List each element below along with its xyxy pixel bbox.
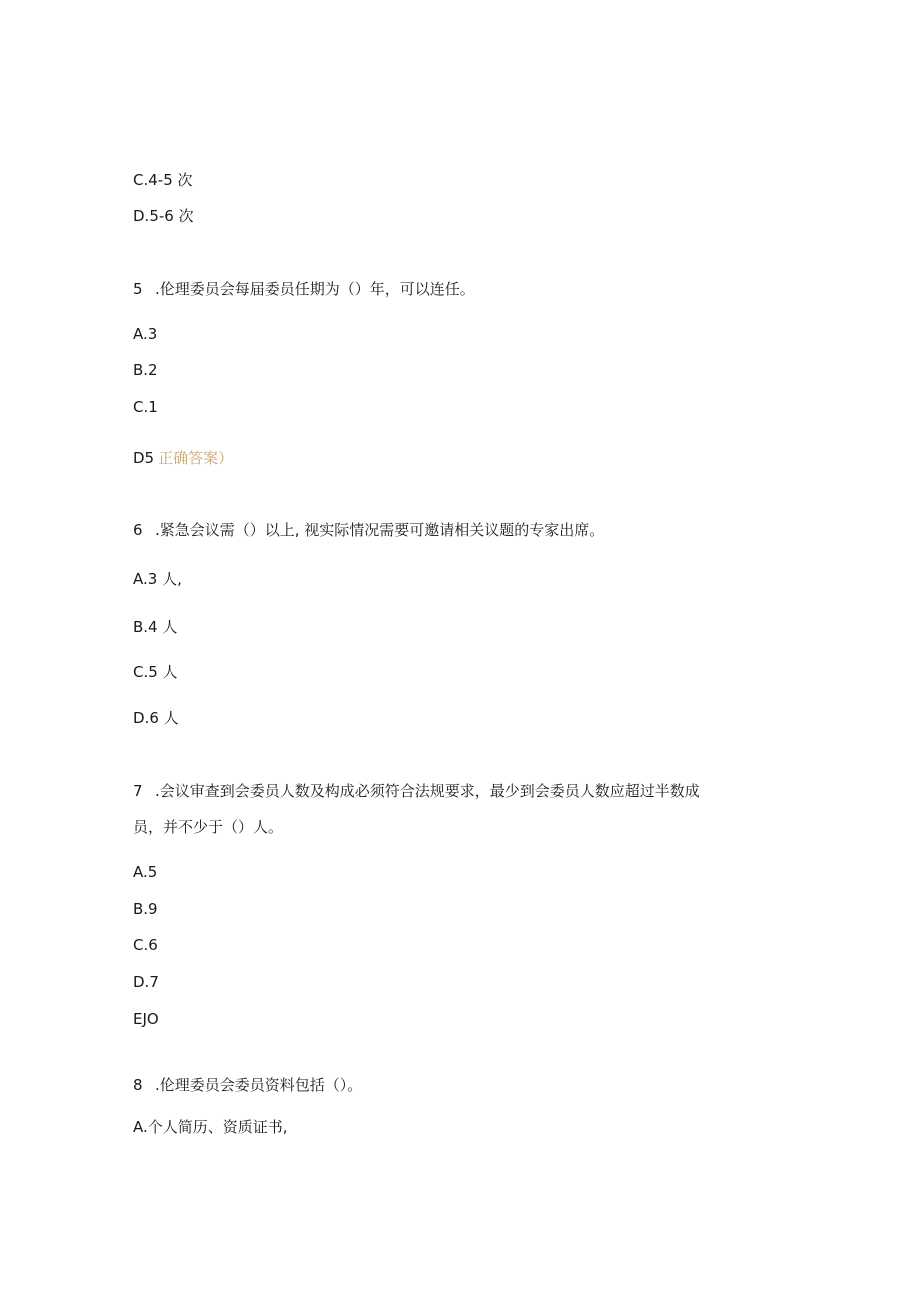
question-7-number: 7 — [133, 782, 143, 800]
option-c-prev: C.4-5 次 — [133, 171, 193, 189]
q6-option-a: A.3 人, — [133, 570, 182, 588]
question-5 — [133, 279, 475, 299]
q5-option-b: B.2 — [133, 361, 158, 379]
question-8-text: .伦理委员会委员资料包括（）。 — [155, 1076, 363, 1094]
q8-option-a: A.个人简历、资质证书, — [133, 1118, 288, 1136]
question-7 — [133, 781, 700, 801]
correct-answer-mark: 正确答案） — [158, 449, 234, 467]
question-7-text-line1: .会议审查到会委员人数及构成必须符合法规要求，最少到会委员人数应超过半数成 — [155, 782, 700, 800]
q7-option-e: EJO — [133, 1010, 159, 1028]
q6-option-b: B.4 人 — [133, 618, 178, 636]
q5-option-d-prefix: D5 — [133, 449, 155, 467]
q7-option-c: C.6 — [133, 936, 158, 954]
question-5-number: 5 — [133, 280, 143, 298]
question-6 — [133, 520, 604, 540]
question-6-text: .紧急会议需（）以上, 视实际情况需要可邀请相关议题的专家出席。 — [155, 521, 605, 539]
q5-option-d — [133, 448, 233, 468]
option-d-prev: D.5-6 次 — [133, 207, 194, 225]
q7-option-a: A.5 — [133, 863, 158, 881]
question-8-number: 8 — [133, 1076, 143, 1094]
question-5-text: .伦理委员会每届委员任期为（）年，可以连任。 — [155, 280, 475, 298]
question-8 — [133, 1075, 362, 1095]
question-6-number: 6 — [133, 521, 143, 539]
q6-option-d: D.6 人 — [133, 709, 179, 727]
q5-option-a: A.3 — [133, 325, 158, 343]
q7-option-b: B.9 — [133, 900, 158, 918]
question-7-continued: 员，并不少于（）人。 — [133, 818, 284, 836]
q6-option-c: C.5 人 — [133, 663, 178, 681]
q5-option-c: C.1 — [133, 398, 158, 416]
q7-option-d: D.7 — [133, 973, 159, 991]
